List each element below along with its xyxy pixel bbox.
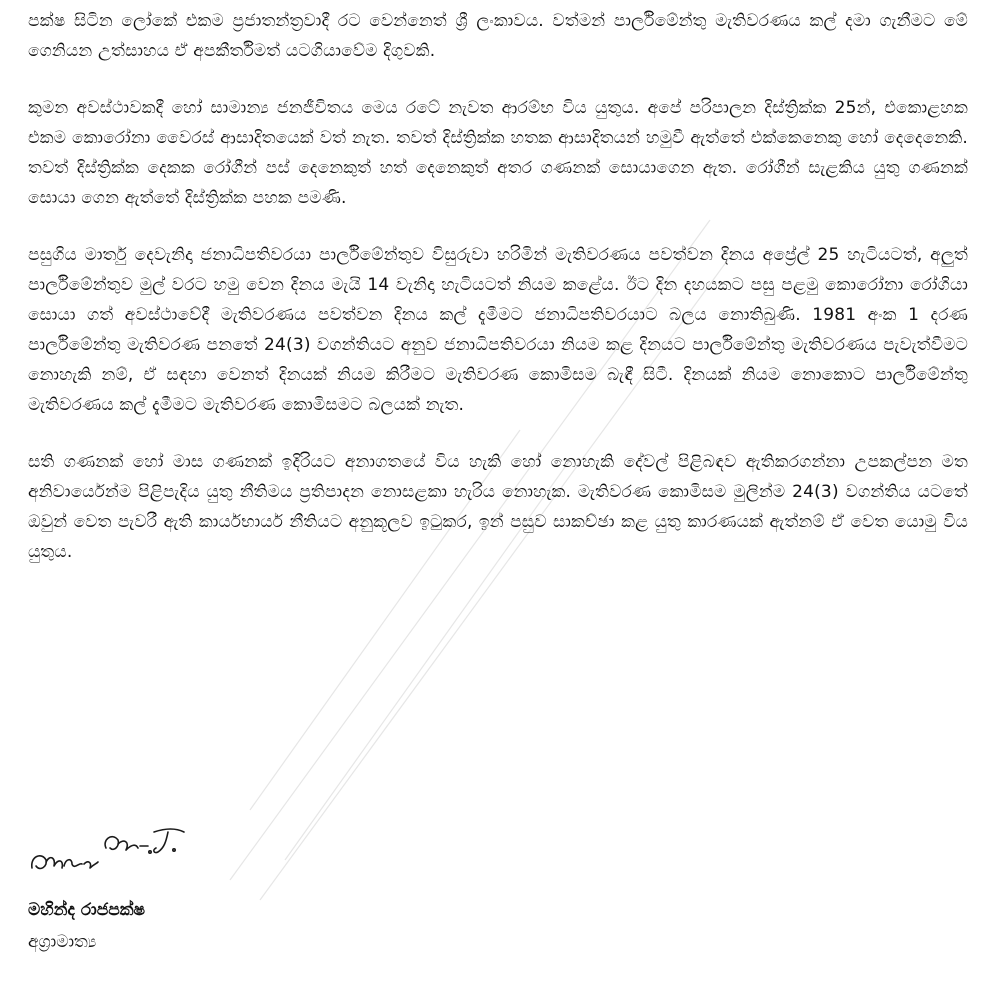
handwritten-signature	[26, 818, 226, 888]
paragraph-2: කුමන අවස්ථාවකදී හෝ සාමාන්‍ය ජනජීවිතය මෙය රටේ නැවත ආරම්භ විය යුතුය. අපේ පරිපාලන දිස්ත්‍රික්ක 25න්, එකොළහක එකම කොරෝනා වෛරස් ආසාදිතයෙක් වත් නැත. තවත් දිස්ත්‍රික්ක හතක ආසාදිතයන් හමුවී ඇත්තේ එක්කෙනෙකු හෝ දෙදෙනෙකි. තවත් දිස්ත්‍රික්ක දෙකක රෝගීන් පස් දෙනෙකුත් හත් දෙනෙකුත් අතර ගණනක් සොයාගෙන ඇත. රෝගීන් සැළකිය යුතු ගණනක් සොයා ගෙන ඇත්තේ දිස්ත්‍රික්ක පහක පමණි.	[28, 98, 968, 208]
signer-title: අග්‍රාමාත්‍ය	[28, 932, 97, 952]
paragraph-1: පක්ෂ සිටින ලෝකේ එකම ප්‍රජාතන්ත්‍රවාදී රට වෙන්නෙත් ශ්‍රී ලංකාවය. වත්මන් පාර්ලිමේන්තු මැතිවරණය කල් දමා ගැනීමට මේ ගෙනියන උත්සාහය ඒ අපකීර්තිමත් යටගියාවේම දිගුවකි.	[28, 11, 968, 61]
paragraph-4: සති ගණනක් හෝ මාස ගණනක් ඉදිරියට අනාගතයේ විය හැකි හෝ නොහැකි දේවල් පිළිබඳව ඇතිකරගන්නා උපකල්පන මත අනිවාර්යෙන්ම පිළිපැදිය යුතු නීතිමය ප්‍රතිපාදන නොසළකා හැරිය නොහැක. මැතිවරණ කොමිසම මුලින්ම 24(3) වගන්තිය යටතේ ඔවුන් වෙත පැවරී ඇති කාර්යභාර්ය නීතියට අනුකූලව ඉටුකර, ඉන් පසුව සාකච්ඡා කළ යුතු කාරණයක් ඇත්නම් ඒ වෙත යොමු විය යුතුය.	[28, 452, 968, 562]
signer-name: මහින්ද රාජපක්ෂ	[28, 900, 146, 920]
paragraph-3: පසුගිය මාර්තු දෙවැනිදා ජනාධිපතිවරයා පාර්ලිමේන්තුව විසුරුවා හරිමින් මැතිවරණය පවත්වන දිනය අප්‍රේල් 25 හැටියටත්, අලුත් පාර්ලිමේන්තුව මුල් වරට හමු වෙන දිනය මැයි 14 වැනිදා හැටියටත් නියම කළේය. ඊට දින දහයකට පසු පළමු කොරෝනා රෝගියා සොයා ගත් අවස්ථාවේදී මැතිවරණය පවත්වන දිනය කල් දැමීමට ජනාධිපතිවරයාට බලය නොතිබුණි. 1981 අංක 1 දරණ පාර්ලිමේන්තු මැතිවරණ පනතේ 24(3) වගන්තියට අනුව ජනාධිපතිවරයා නියම කළ දිනයට පාර්ලිමේන්තු මැතිවරණය පැවැත්වීමට නොහැකි නම්, ඒ සඳහා වෙනත් දිනයක් නියම කිරීමට මැතිවරණ කොමිසම බැඳී සිටී. දිනයක් නියම නොකොට පාර්ලිමේන්තු මැතිවරණය කල් දැමීමට මැතිවරණ කොමිසමට බලයක් නැත.	[28, 245, 968, 415]
letter-body	[28, 6, 968, 594]
